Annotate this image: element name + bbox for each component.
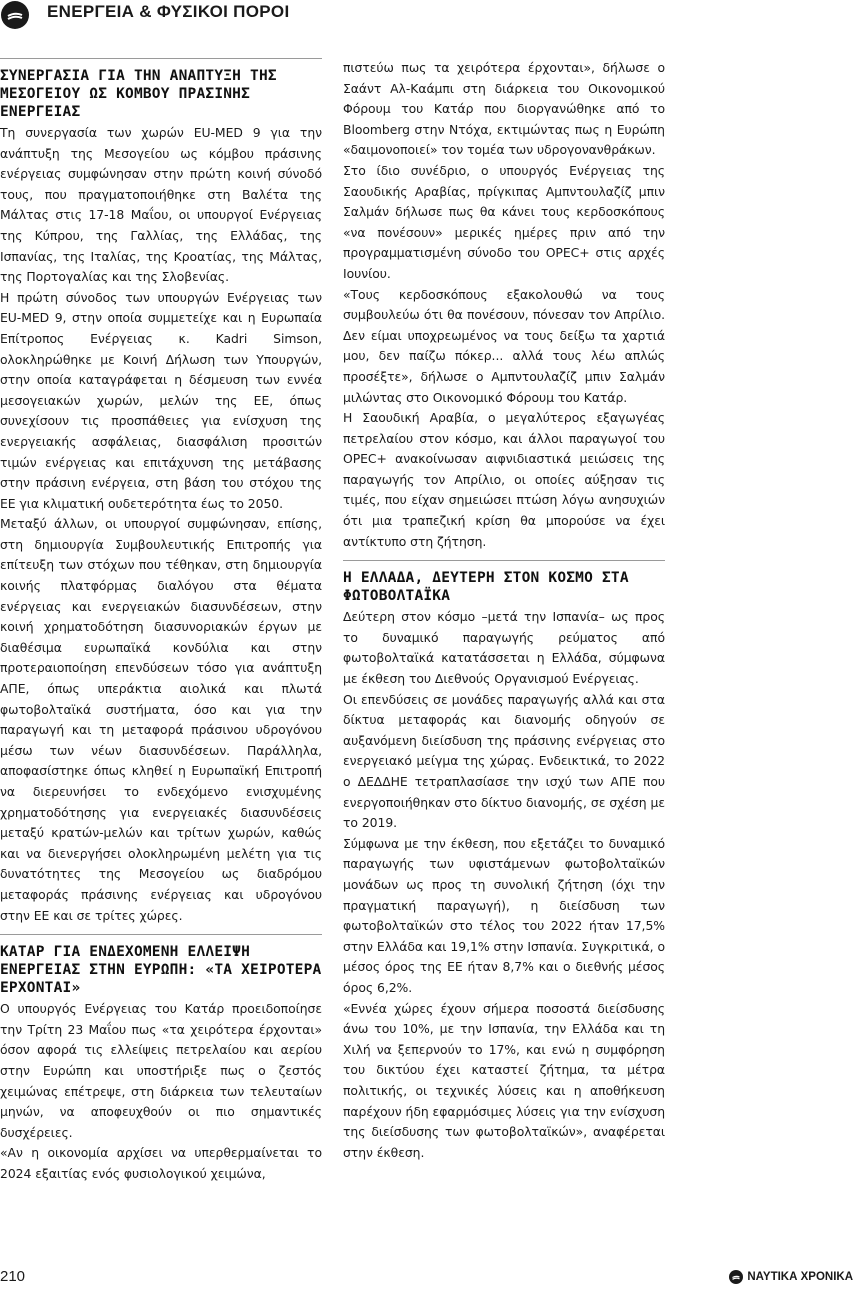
page-number: 210 xyxy=(0,1268,26,1285)
article-paragraph: Ο υπουργός Ενέργειας του Κατάρ προειδοποίησε την Τρίτη 23 Μαΐου πως «τα χειρότερα έρχονται» όσον αφορά τις ελλείψεις πετρελαίου και αερίου στην Ευρώπη και υποστήριξε πως ο ζεστός χειμώνας επέτρεψε, στη διάρκεια των τελευταίων μηνών, να αποφευχθούν οι πιο σημαντικές δυσχέρειες. xyxy=(0,1001,322,1140)
article-paragraph: Στο ίδιο συνέδριο, ο υπουργός Ενέργειας της Σαουδικής Αραβίας, πρίγκιπας Αμπντουλαζίζ μπιν Σαλμάν δήλωσε πως θα κάνει τους κερδοσκόπους «να πονέσουν» μερικές ημέρες πριν από την προγραμματισμένη σύνοδο του OPEC+ στις αρχές Ιουνίου. xyxy=(343,162,665,281)
article-paragraph: πιστεύω πως τα χειρότερα έρχονται», δήλωσε ο Σαάντ Αλ-Καάμπι στη διάρκεια του Οικονομικού Φόρουμ του Κατάρ που διοργανώθηκε από το Bloomberg στην Ντόχα, εκτιμώντας πως η Ευρώπη «δαιμονοποιεί» τον τομέα των υδρογονανθράκων. xyxy=(343,60,665,158)
divider xyxy=(0,934,322,935)
article-paragraph: Τη συνεργασία των χωρών EU-MED 9 για την ανάπτυξη της Μεσογείου ως κόμβου πράσινης ενέργειας συμφώνησαν στην πρώτη κοινή σύνοδό τους, που πραγματοποιήθηκε στη Βαλέτα της Μάλτας στις 17-18 Μαΐου, οι υπουργοί Ενέργειας της Κύπρου, της Γαλλίας, της Ελλάδας, της Ισπανίας, της Ιταλίας, της Κροατίας, της Μάλτας, της Πορτογαλίας και της Σλοβενίας. xyxy=(0,125,322,285)
brand-logo-icon xyxy=(729,1270,743,1284)
right-column xyxy=(343,58,665,1163)
divider xyxy=(0,58,322,59)
article-paragraph: Οι επενδύσεις σε μονάδες παραγωγής αλλά και στα δίκτυα μεταφοράς και διανομής οδηγούν σε αυξανόμενη διείσδυση της πράσινης ενέργειας στο ενεργειακό μείγμα της χώρας. Ενδεικτικά, το 2022 ο ΔΕΔΔΗΕ τετραπλασίασε την ισχύ των ΑΠΕ που ενεργοποιήθηκαν στο δίκτυο διανομής, σε σχέση με το 2019. xyxy=(343,691,665,831)
article-heading: Η ΕΛΛΑΔΑ, ΔΕΥΤΕΡΗ ΣΤΟΝ ΚΟΣΜΟ ΣΤΑ ΦΩΤΟΒΟΛΤΑΪΚΑ xyxy=(343,570,629,605)
brand-mark xyxy=(729,1270,853,1284)
brand-name: ΝΑΥΤΙΚΑ ΧΡΟΝΙΚΑ xyxy=(747,1271,853,1283)
left-column xyxy=(0,58,322,1185)
article-heading: ΚΑΤΑΡ ΓΙΑ ΕΝΔΕΧΟΜΕΝΗ ΕΛΛΕΙΨΗ ΕΝΕΡΓΕΙΑΣ ΣΤΗΝ ΕΥΡΩΠΗ: «ΤΑ ΧΕΙΡΟΤΕΡΑ ΕΡΧΟΝΤΑΙ» xyxy=(0,944,322,997)
article-paragraph: Δεύτερη στον κόσμο –μετά την Ισπανία– ως προς το δυναμικό παραγωγής ρεύματος από φωτοβολταϊκά κατατάσσεται η Ελλάδα, σύμφωνα με έκθεση του Διεθνούς Οργανισμού Ενέργειας. xyxy=(343,609,665,687)
article-heading: ΣΥΝΕΡΓΑΣΙΑ ΓΙΑ ΤΗΝ ΑΝΑΠΤΥΞΗ ΤΗΣ ΜΕΣΟΓΕΙΟΥ ΩΣ ΚΟΜΒΟΥ ΠΡΑΣΙΝΗΣ ΕΝΕΡΓΕΙΑΣ xyxy=(0,68,277,120)
section-title: ΕΝΕΡΓΕΙΑ & ΦΥΣΙΚΟΙ ΠΟΡΟΙ xyxy=(47,2,290,21)
article-paragraph: «Τους κερδοσκόπους εξακολουθώ να τους συμβουλεύω ότι θα πονέσουν, πόνεσαν τον Απρίλιο. Δεν είμαι υποχρεωμένος να τους δείξω τα χαρτιά μου, δεν παίζω πόκερ... αλλά τους λέω απλώς προσέξτε», δήλωσε ο Αμπντουλαζίζ μπιν Σαλμάν μιλώντας στο Οικονομικό Φόρουμ του Κατάρ. xyxy=(343,286,665,405)
article-paragraph: Μεταξύ άλλων, οι υπουργοί συμφώνησαν, επίσης, στη δημιουργία Συμβουλευτικής Επιτροπής για επίτευξη των στόχων που τέθηκαν, στη δημιουργία κοινής πλατφόρμας διαλόγου στα θέματα ενέργειας και ενεργειακών διασυνδέσεων, στην κοινή χρηματοδότηση διασυνοριακών έργων με διαθέσιμα ευρωπαϊκά κονδύλια και στην προτεραιοποίηση επενδύσεων τόσο για ανάπτυξη ΑΠΕ, όπως υπεράκτια αιολικά και πλωτά φωτοβολταϊκά συστήματα, όσο και για την παραγωγή και τη μεταφορά πράσινου υδρογόνου μέσω των νέων διασυνδέσεων. Παράλληλα, αποφασίστηκε όπως κληθεί η Ευρωπαϊκή Επιτροπή να διερευνήσει το ενδεχόμενο ενισχυμένης χρηματοδότησης για ενεργειακές διασυνδέσεις μεταξύ κρατών-μελών και τρίτων χωρών, καθώς και να διενεργήσει ολοκληρωμένη μελέτη για τις δυνατότητες της Μεσογείου ως διαδρόμου μεταφοράς πράσινης ενέργειας και υδρογόνου στην ΕΕ και σε τρίτες χώρες. xyxy=(0,516,322,923)
article-paragraph: «Αν η οικονομία αρχίσει να υπερθερμαίνεται το 2024 εξαιτίας ενός φυσιολογικού χειμώνα, xyxy=(0,1145,322,1181)
article-paragraph: Η Σαουδική Αραβία, ο μεγαλύτερος εξαγωγέας πετρελαίου στον κόσμο, και άλλοι παραγωγοί του OPEC+ ανακοίνωσαν αιφνιδιαστικά μειώσεις της παραγωγής τον Απρίλιο, οι οποίες αύξησαν τις τιμές, που είχαν σημειώσει πτώση λόγω ανησυχιών ότι μια τραπεζική κρίση θα μπορούσε να έχει αντίκτυπο στη ζήτηση. xyxy=(343,410,665,549)
magazine-logo-icon xyxy=(1,1,29,29)
article-paragraph: Σύμφωνα με την έκθεση, που εξετάζει το δυναμικό παραγωγής των υφιστάμενων φωτοβολταϊκών μονάδων ως προς τη συνολική ζήτηση (όχι την πραγματική παραγωγή), η διείσδυση των φωτοβολταϊκών στο τέλος του 2022 ήταν 17,5% στην Ελλάδα και 19,1% στην Ισπανία. Συγκριτικά, ο μέσος όρος της ΕΕ ήταν 8,7% και ο διεθνής μέσος όρος 6,2%. xyxy=(343,835,665,995)
article-paragraph: «Εννέα χώρες έχουν σήμερα ποσοστά διείσδυσης άνω του 10%, με την Ισπανία, την Ελλάδα και τη Χιλή να ξεπερνούν το 17%, και ενώ η συμφόρηση του δικτύου έχει καταστεί ζήτημα, τα μέτρα πολιτικής, οι τεχνικές λύσεις και η αποθήκευση παρέχουν ήδη εφαρμόσιμες λύσεις για την ενίσχυση της διείσδυσης των φωτοβολταϊκών», αναφέρεται στην έκθεση. xyxy=(343,1000,665,1160)
divider xyxy=(343,560,665,561)
article-paragraph: Η πρώτη σύνοδος των υπουργών Ενέργειας των EU-MED 9, στην οποία συμμετείχε και η Ευρωπαία Επίτροπος Ενέργειας κ. Kadri Simson, ολοκληρώθηκε με Κοινή Δήλωση των Υπουργών, στην οποία καταγράφεται η δέσμευση των εννέα μεσογειακών χωρών, μελών της ΕΕ, όπως συνεχίσουν τις προσπάθειες για ενίσχυση της ενεργειακής ασφάλειας, διασφάλιση προσιτών τιμών ενέργειας και επιτάχυνση της μετάβασης στην πράσινη ενέργεια, στη βάση του στόχου της ΕΕ για κλιματική ουδετερότητα έως το 2050. xyxy=(0,289,322,511)
